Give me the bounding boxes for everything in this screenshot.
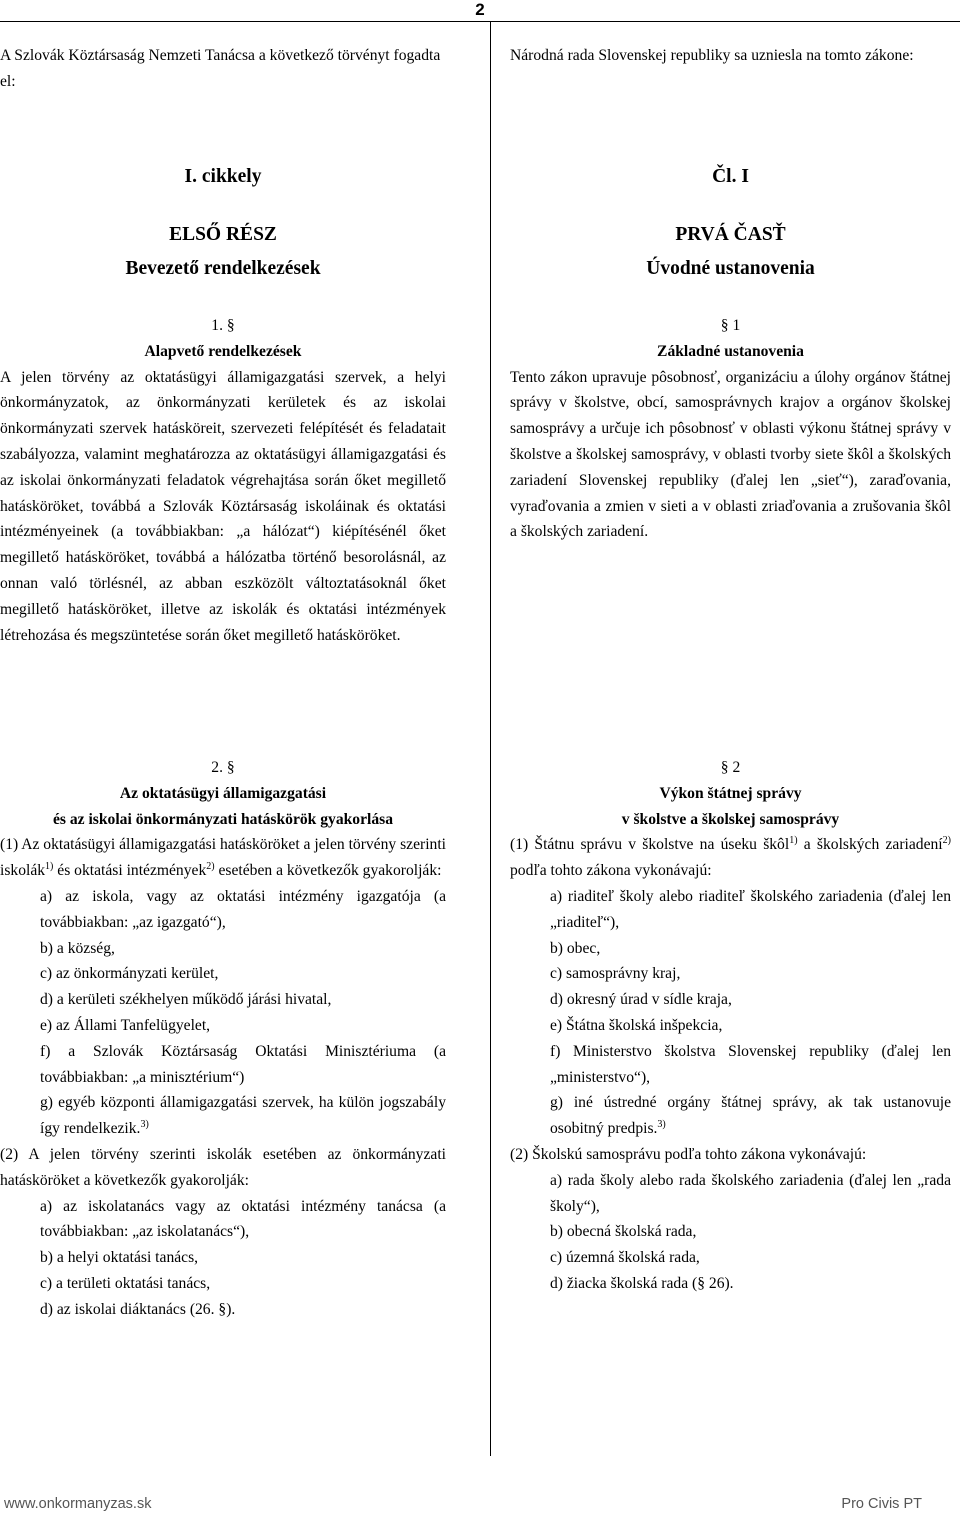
hu-s1-number: 1. § <box>211 317 235 334</box>
sk-s1-title: Základné ustanovenia <box>657 342 804 360</box>
hu-s2-paragraph-1: (1) Az oktatásügyi államigazgatási hatásköröket a jelen törvény szerinti iskolák$^{1)}$ és oktatási intézmények$^{2)}$ esetében a következők gyakorolják: <box>0 836 446 880</box>
list-item: d) a kerületi székhelyen működő járási hivatal, <box>40 991 332 1009</box>
sk-s1-number: § 1 <box>720 317 741 334</box>
list-item: c) územná školská rada, <box>550 1249 700 1267</box>
sk-part-title: Úvodné ustanovenia <box>646 258 815 279</box>
hu-s2-number: 2. § <box>211 759 235 776</box>
list-item: c) samosprávny kraj, <box>550 965 681 983</box>
sk-s2-paragraph-1: (1) Štátnu správu v školstve na úseku škôl$^{1)}$ a školských zariadení$^{2)}$ podľa tohto zákona vykonávajú: <box>510 835 951 880</box>
list-item: f) Ministerstvo školstva Slovenskej republiky (ďalej len „ministerstvo“), <box>550 1042 951 1086</box>
list-item: g) egyéb központi államigazgatási szervek, ha külön jogszabály így rendelkezik.$^{3)}$ <box>40 1094 446 1138</box>
column-divider <box>490 22 491 1456</box>
list-item: d) okresný úrad v sídle kraja, <box>550 991 732 1009</box>
sk-s2-title-2: v školstve a školskej samosprávy <box>621 810 840 828</box>
sk-s2-title-1: Výkon štátnej správy <box>659 784 802 802</box>
list-item: a) riaditeľ školy alebo riaditeľ školského zariadenia (ďalej len „riaditeľ“), <box>550 887 951 931</box>
footnote-ref: 2) <box>942 835 951 847</box>
list-item: d) az iskolai diáktanács (26. §). <box>40 1300 236 1318</box>
list-item: e) az Állami Tanfelügyelet, <box>40 1016 211 1034</box>
hu-s2-title-2: és az iskolai önkormányzati hatáskörök gyakorlása <box>52 810 394 828</box>
sk-s2-paragraph-2: (2) Školskú samosprávu podľa tohto zákona vykonávajú: <box>510 1145 867 1163</box>
list-item: e) Štátna školská inšpekcia, <box>550 1016 723 1034</box>
list-item: b) a helyi oktatási tanács, <box>40 1249 199 1267</box>
sk-article: Čl. I <box>712 166 749 187</box>
slovak-column <box>510 0 951 1470</box>
hu-s1-title: Alapvető rendelkezések <box>144 342 302 360</box>
list-item: g) iné ústredné orgány štátnej správy, ak tak ustanovuje osobitný predpis.$^{3)}$ <box>550 1094 951 1138</box>
hu-intro: A Szlovák Köztársaság Nemzeti Tanácsa a következő törvényt fogadta el: <box>0 47 441 90</box>
hu-part-title: Bevezető rendelkezések <box>125 258 321 279</box>
footnote-ref: 2) <box>206 861 215 872</box>
list-item: a) az iskolatanács vagy az oktatási intézmény tanácsa (a továbbiakban: „az iskolatanács“), <box>40 1197 446 1241</box>
hu-section-1 <box>0 313 446 648</box>
hu-s2-paragraph-2: (2) A jelen törvény szerinti iskolák esetében az önkormányzati hatásköröket a következők gyakorolják: <box>0 1145 446 1189</box>
list-item: a) rada školy alebo rada školského zariadenia (ďalej len „rada školy“), <box>550 1171 951 1215</box>
footnote-ref: 3) <box>140 1118 149 1130</box>
hu-s1-text: A jelen törvény az oktatásügyi államigazgatási szervek, a helyi önkormányzatok, az önkormányzati kerületek és az iskolai önkormányzati szervek hatásköreit, szervezeti felépítését és feladatait szabályozza, valamint meghatározza az oktatásügyi államigazgatási és az iskolai önkormányzati feladatok végrehajtása során őket megillető hatásköröket, továbbá a Szlovák Köztársaság iskoláinak és oktatási intézményeinek (a továbbiakban: „a hálózat“) kiépítésénél őket megillető hatásköröket, továbbá a hálózatba történő besorolásnál, az onnan való törlésnél, az abban eszközölt változtatásoknál őket megillető hatásköröket, illetve az iskolák és oktatási intézmények létrehozása és megszüntetése során őket megillető hatásköröket. <box>0 368 446 644</box>
footer-website: www.onkormanyzas.sk <box>4 1496 152 1512</box>
hu-s2-title-1: Az oktatásügyi államigazgatási <box>119 784 327 802</box>
footnote-ref: 1) <box>789 835 798 847</box>
list-item: c) a területi oktatási tanács, <box>40 1274 211 1292</box>
footnote-ref: 1) <box>45 861 54 872</box>
sk-section-1 <box>510 313 951 545</box>
list-item: a) az iskola, vagy az oktatási intézmény igazgatója (a továbbiakban: „az igazgató“), <box>40 887 446 931</box>
list-item: b) obecná školská rada, <box>550 1223 697 1241</box>
sk-s2-number: § 2 <box>720 759 741 776</box>
hu-article: I. cikkely <box>184 166 262 187</box>
list-item: b) a község, <box>40 939 115 957</box>
list-item: d) žiacka školská rada (§ 26). <box>550 1274 734 1292</box>
page-number: 2 <box>475 0 485 19</box>
sk-part: PRVÁ ČASŤ <box>675 224 786 245</box>
footnote-ref: 3) <box>657 1118 666 1130</box>
list-item: f) a Szlovák Köztársaság Oktatási Minisztériuma (a továbbiakban: „a minisztérium“) <box>40 1042 446 1086</box>
sk-s1-text: Tento zákon upravuje pôsobnosť, organizáciu a úlohy orgánov štátnej správy v školstve, obcí, samosprávnych krajov a orgánov školskej samosprávy a určuje ich pôsobnosť v oblasti výkonu štátnej správy v školstve a školskej samosprávy, v oblasti tvorby siete škôl a školských zariadení Slovenskej republiky (ďalej len „sieť“), zaraďovania, vyraďovania a zmien v sieti a v oblasti zriaďovania a zrušovania škôl a školských zariadení. <box>510 368 951 541</box>
list-item: b) obec, <box>550 939 601 957</box>
sk-intro: Národná rada Slovenskej republiky sa uzniesla na tomto zákone: <box>510 47 914 64</box>
hungarian-column <box>0 0 446 1470</box>
hu-section-2 <box>0 755 446 1323</box>
sk-section-2 <box>510 755 951 1297</box>
list-item: c) az önkormányzati kerület, <box>40 965 219 983</box>
footer-publisher: Pro Civis PT <box>841 1496 922 1512</box>
hu-part: ELSŐ RÉSZ <box>169 224 277 245</box>
